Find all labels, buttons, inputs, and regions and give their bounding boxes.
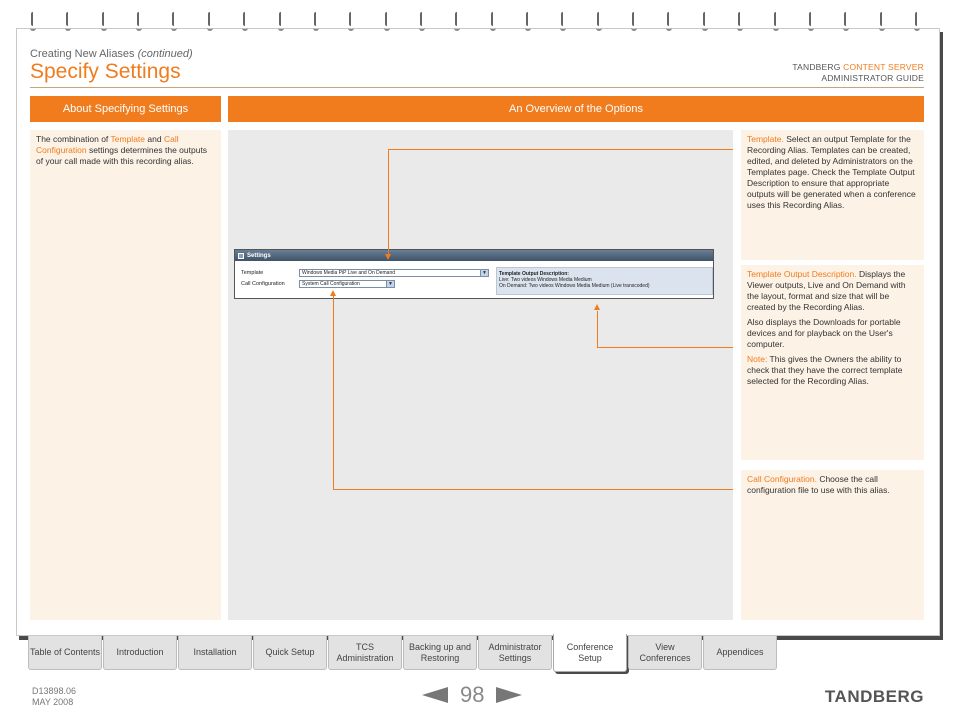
tab-quick-setup[interactable]: Quick Setup [253, 636, 327, 670]
callout-line-description [597, 311, 598, 347]
ring-icon [737, 12, 743, 32]
explanation-text: Choose the call configuration file to use with this alias. [747, 474, 890, 495]
ring-icon [419, 12, 425, 32]
binder-rings [30, 12, 920, 32]
settings-header[interactable] [235, 250, 713, 261]
tab-view-conferences[interactable]: View Conferences [628, 636, 702, 670]
breadcrumb-suffix: (continued) [137, 48, 193, 60]
template-label: Template [241, 270, 264, 276]
brand-guide: ADMINISTRATOR GUIDE [821, 73, 924, 83]
pager [422, 682, 522, 708]
tab-conference-setup[interactable]: Conference Setup [553, 634, 627, 672]
callout-line-template [388, 149, 389, 256]
tab-administrator-settings[interactable]: Administrator Settings [478, 636, 552, 670]
term-template: Template. [747, 134, 784, 144]
collapse-icon[interactable] [238, 253, 244, 259]
desc-text: The combination of [36, 134, 109, 144]
tab-backing-up-restoring[interactable]: Backing up and Restoring [403, 636, 477, 670]
arrow-up-icon [330, 290, 336, 296]
ring-icon [30, 12, 36, 32]
screenshot-area [228, 130, 733, 620]
breadcrumb [30, 48, 193, 60]
term-output-description: Template Output Description. [747, 269, 857, 279]
document-code [32, 686, 76, 708]
tab-installation[interactable]: Installation [178, 636, 252, 670]
template-output-description [496, 267, 713, 295]
ring-icon [454, 12, 460, 32]
header-rule [30, 87, 924, 88]
ring-icon [242, 12, 248, 32]
ring-icon [384, 12, 390, 32]
call-configuration-value: System Call Configuration [302, 281, 360, 287]
desc-text: and [147, 134, 162, 144]
tab-tcs-administration[interactable]: TCS Administration [328, 636, 402, 670]
previous-page-icon[interactable] [422, 687, 448, 703]
explanation-text: Select an output Template for the Recording Alias. Templates can be created, edited, and deleted by Administrators on the Templates page. Check the Template Output Description to ensure that appropriate outputs will be generated when a conference uses this Recording Alias. [747, 134, 916, 210]
tandberg-logo: TANDBERG [824, 687, 924, 706]
ring-icon [560, 12, 566, 32]
brand-product: CONTENT SERVER [843, 62, 924, 72]
template-select[interactable] [299, 269, 489, 277]
description-line: Live: Two videos Windows Media Medium [499, 277, 592, 283]
ring-icon [631, 12, 637, 32]
page-title: Specify Settings [30, 60, 181, 83]
brand-name: TANDBERG [792, 62, 841, 72]
desc-text: settings determines the outputs of your call made with this recording alias. [36, 145, 208, 166]
right-section-header: An Overview of the Options [228, 96, 924, 122]
page-number: 98 [460, 682, 485, 707]
call-configuration-label: Call Configuration [241, 281, 285, 287]
breadcrumb-text: Creating New Aliases [30, 48, 135, 60]
callout-line-callconf [333, 296, 334, 490]
left-description [30, 130, 221, 620]
ring-icon [773, 12, 779, 32]
arrow-down-icon [385, 254, 391, 260]
template-explanation [741, 130, 924, 260]
ring-icon [65, 12, 71, 32]
call-configuration-select[interactable] [299, 280, 395, 288]
ring-icon [278, 12, 284, 32]
description-explanation [741, 265, 924, 460]
ring-icon [171, 12, 177, 32]
template-select-value: Windows Media PiP Live and On Demand [302, 270, 396, 276]
ring-icon [136, 12, 142, 32]
ring-icon [490, 12, 496, 32]
arrow-up-icon [594, 304, 600, 310]
ring-icon [207, 12, 213, 32]
callout-line-description [597, 347, 733, 348]
ring-icon [101, 12, 107, 32]
ring-icon [843, 12, 849, 32]
ring-icon [596, 12, 602, 32]
note-text: This gives the Owners the ability to check that they have the correct template selected for the Recording Alias. [747, 354, 903, 386]
chapter-tabs [28, 636, 778, 672]
left-section-header: About Specifying Settings [30, 96, 221, 122]
explanation-text: Displays the Viewer outputs, Live and On Demand with the layout, format and size that will be created by the Recording Alias. [747, 269, 906, 312]
ring-icon [525, 12, 531, 32]
call-configuration-link[interactable]: Call Configuration [36, 134, 179, 155]
doc-number: D13898.06 [32, 686, 77, 696]
settings-panel [234, 249, 714, 299]
callout-line-template [388, 149, 733, 150]
ring-icon [666, 12, 672, 32]
next-page-icon[interactable] [496, 687, 522, 703]
tab-introduction[interactable]: Introduction [103, 636, 177, 670]
brand-header [792, 62, 924, 84]
ring-icon [879, 12, 885, 32]
chevron-down-icon[interactable]: ▼ [480, 270, 488, 276]
note-label: Note: [747, 354, 768, 364]
template-link[interactable]: Template [110, 134, 146, 144]
description-title: Template Output Description: [499, 271, 569, 277]
ring-icon [348, 12, 354, 32]
ring-icon [702, 12, 708, 32]
call-configuration-explanation [741, 470, 924, 620]
tab-table-of-contents[interactable]: Table of Contents [28, 636, 102, 670]
chevron-down-icon[interactable]: ▼ [386, 281, 394, 287]
ring-icon [914, 12, 920, 32]
explanation-text: Also displays the Downloads for portable devices and for playback on the User's computer. [747, 317, 901, 349]
tab-appendices[interactable]: Appendices [703, 636, 777, 670]
term-call-configuration: Call Configuration. [747, 474, 817, 484]
settings-header-label: Settings [247, 252, 271, 259]
callout-line-callconf [333, 489, 733, 490]
ring-icon [808, 12, 814, 32]
description-line: On Demand: Two videos Windows Media Medium (Live transcoded) [499, 283, 650, 289]
doc-date: MAY 2008 [32, 697, 74, 707]
ring-icon [313, 12, 319, 32]
